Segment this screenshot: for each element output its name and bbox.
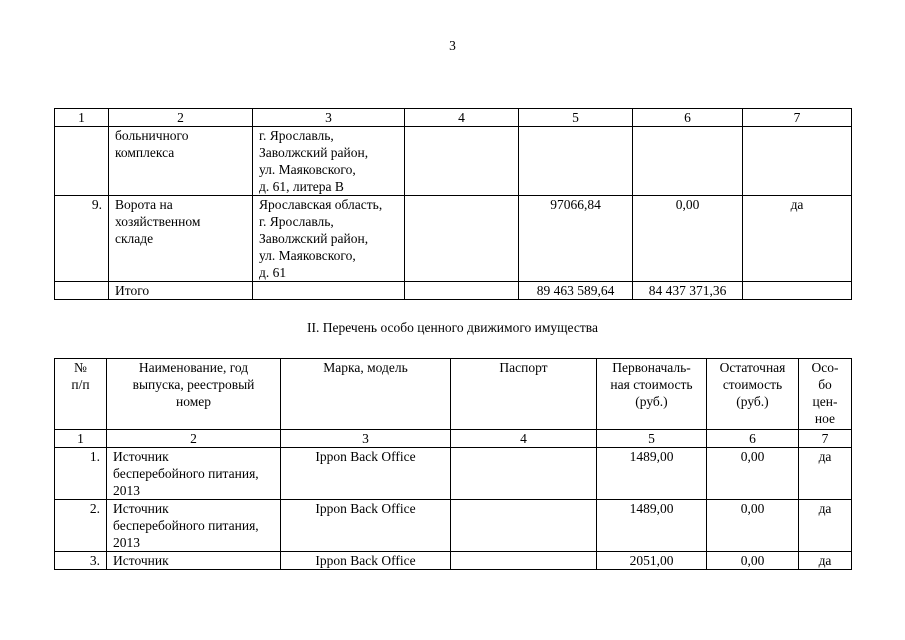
cell-col4 — [405, 196, 519, 282]
table-row — [55, 552, 852, 570]
item-name: Источник бесперебойного питания, 2013 — [107, 500, 281, 552]
object-name: больничного комплекса — [109, 127, 253, 196]
header-residual-cost: Остаточная стоимость (руб.) — [707, 359, 799, 430]
header-row — [55, 359, 852, 430]
column-number: 3 — [281, 430, 451, 448]
object-address: Ярославская область, г. Ярославль, Заволжский район, ул. Маяковского, д. 61 — [253, 196, 405, 282]
item-valuable: да — [799, 500, 852, 552]
column-number: 6 — [633, 109, 743, 127]
item-passport — [451, 448, 597, 500]
cell-col6 — [633, 127, 743, 196]
table-row — [55, 127, 852, 196]
row-number: 2. — [55, 500, 107, 552]
column-number: 2 — [109, 109, 253, 127]
column-number: 7 — [799, 430, 852, 448]
total-row — [55, 282, 852, 300]
column-number: 1 — [55, 109, 109, 127]
item-passport — [451, 500, 597, 552]
column-number: 1 — [55, 430, 107, 448]
object-address — [253, 282, 405, 300]
row-number — [55, 127, 109, 196]
item-residual-cost: 0,00 — [707, 552, 799, 570]
item-residual-cost: 0,00 — [707, 448, 799, 500]
cell-col5: 97066,84 — [519, 196, 633, 282]
column-number: 5 — [519, 109, 633, 127]
table-row — [55, 448, 852, 500]
object-name: Ворота на хозяйственном складе — [109, 196, 253, 282]
column-number-row — [55, 109, 852, 127]
page-number: 3 — [449, 38, 456, 53]
row-number: 3. — [55, 552, 107, 570]
total-label: Итого — [109, 282, 253, 300]
column-number: 4 — [405, 109, 519, 127]
table-row — [55, 500, 852, 552]
row-number — [55, 282, 109, 300]
item-valuable: да — [799, 448, 852, 500]
column-number: 7 — [743, 109, 852, 127]
item-initial-cost: 2051,00 — [597, 552, 707, 570]
total-col6: 84 437 371,36 — [633, 282, 743, 300]
header-passport: Паспорт — [451, 359, 597, 430]
header-valuable: Осо- бо цен- ное — [799, 359, 852, 430]
cell-col7 — [743, 282, 852, 300]
item-initial-cost: 1489,00 — [597, 500, 707, 552]
row-number: 9. — [55, 196, 109, 282]
object-address: г. Ярославль, Заволжский район, ул. Маяковского, д. 61, литера В — [253, 127, 405, 196]
item-name: Источник — [107, 552, 281, 570]
column-number-row — [55, 430, 852, 448]
table-row — [55, 196, 852, 282]
movable-property-table — [54, 358, 852, 570]
cell-col4 — [405, 127, 519, 196]
item-residual-cost: 0,00 — [707, 500, 799, 552]
header-model: Марка, модель — [281, 359, 451, 430]
real-estate-table — [54, 108, 852, 300]
item-passport — [451, 552, 597, 570]
section-title: II. Перечень особо ценного движимого имущества — [307, 320, 598, 335]
header-initial-cost: Первоначаль- ная стоимость (руб.) — [597, 359, 707, 430]
cell-col7: да — [743, 196, 852, 282]
total-col5: 89 463 589,64 — [519, 282, 633, 300]
row-number: 1. — [55, 448, 107, 500]
column-number: 4 — [451, 430, 597, 448]
column-number: 3 — [253, 109, 405, 127]
cell-col7 — [743, 127, 852, 196]
item-model: Ippon Back Office — [281, 500, 451, 552]
item-valuable: да — [799, 552, 852, 570]
item-initial-cost: 1489,00 — [597, 448, 707, 500]
item-name: Источник бесперебойного питания, 2013 — [107, 448, 281, 500]
item-model: Ippon Back Office — [281, 552, 451, 570]
item-model: Ippon Back Office — [281, 448, 451, 500]
column-number: 2 — [107, 430, 281, 448]
cell-col4 — [405, 282, 519, 300]
header-number: № п/п — [55, 359, 107, 430]
column-number: 5 — [597, 430, 707, 448]
header-name: Наименование, год выпуска, реестровый номер — [107, 359, 281, 430]
cell-col6: 0,00 — [633, 196, 743, 282]
cell-col5 — [519, 127, 633, 196]
column-number: 6 — [707, 430, 799, 448]
